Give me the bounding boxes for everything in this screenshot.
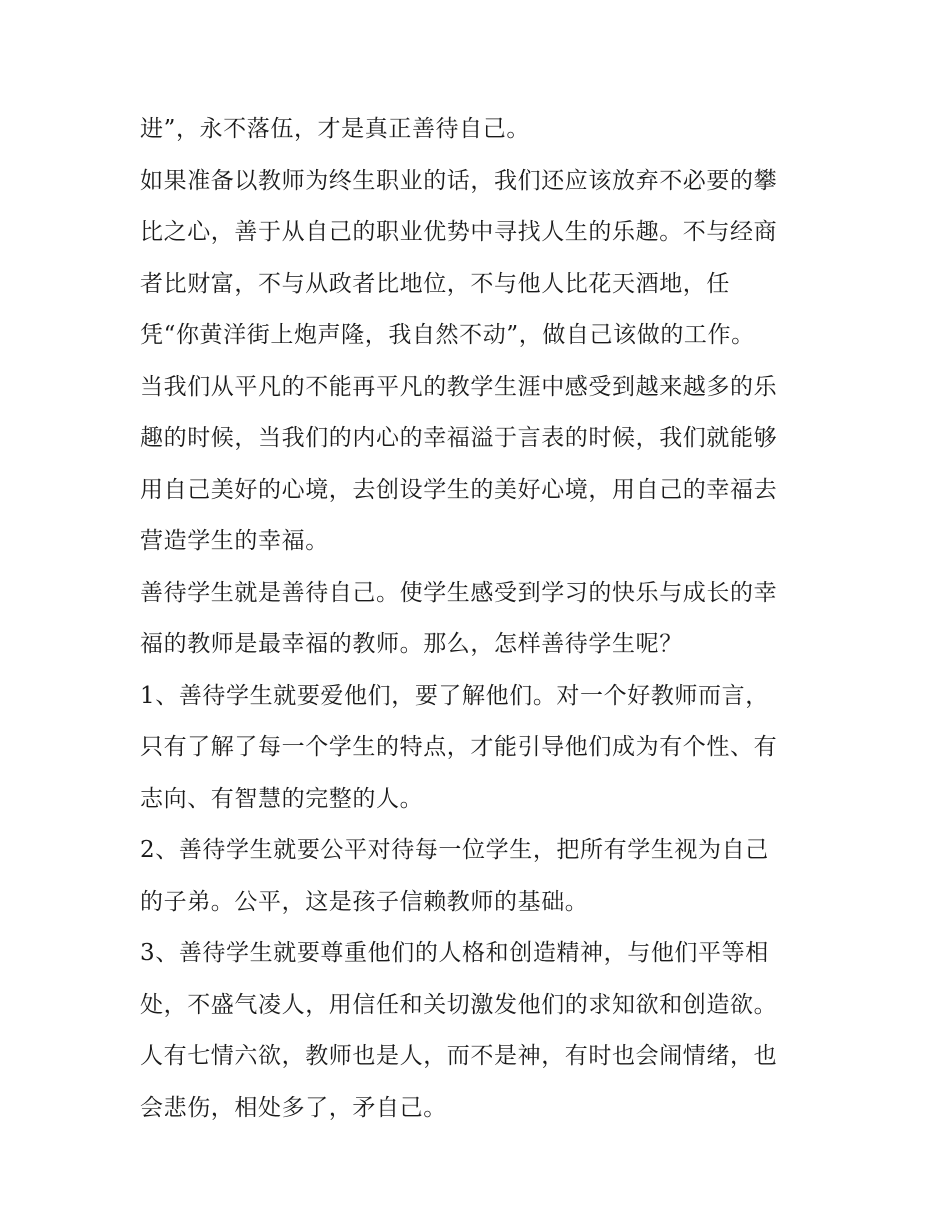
text-line-18: 处，不盛气凌人，用信任和关切激发他们的求知欲和创造欲。 [140, 991, 778, 1018]
text-line-12: 1、善待学生就要爱他们，要了解他们。对一个好教师而言， [140, 682, 769, 709]
text-line-4: 者比财富，不与从政者比地位，不与他人比花天酒地，任 [140, 270, 730, 297]
text-line-13: 只有了解了每一个学生的特点，才能引导他们成为有个性、有 [140, 734, 778, 760]
body-text [140, 104, 820, 1134]
text-line-11: 福的教师是最幸福的教师。那么，怎样善待学生呢？ [140, 631, 683, 657]
text-line-8: 用自己美好的心境，去创设学生的美好心境，用自己的幸福去 [140, 476, 778, 503]
text-line-20: 会悲伤，相处多了，矛自己。 [140, 1094, 447, 1121]
text-line-2: 如果准备以教师为终生职业的话，我们还应该放弃不必要的攀 [140, 167, 778, 194]
text-line-3: 比之心，善于从自己的职业优势中寻找人生的乐趣。不与经商 [140, 219, 778, 245]
text-line-16: 的子弟。公平，这是孩子信赖教师的基础。 [140, 888, 589, 915]
text-line-10: 善待学生就是善待自己。使学生感受到学习的快乐与成长的幸 [140, 579, 778, 606]
text-line-15: 2、善待学生就要公平对待每一位学生，把所有学生视为自己 [140, 837, 769, 863]
text-line-5: 凭“你黄洋街上炮声隆，我自然不动”，做自己该做的工作。 [140, 322, 755, 348]
text-line-7: 趣的时候，当我们的内心的幸福溢于言表的时候，我们就能够 [140, 425, 778, 451]
text-line-14: 志向、有智慧的完整的人。 [140, 785, 424, 812]
text-line-9: 营造学生的幸福。 [140, 528, 329, 554]
text-line-19: 人有七情六欲，教师也是人，而不是神，有时也会闹情绪，也 [140, 1043, 778, 1069]
text-line-17: 3、善待学生就要尊重他们的人格和创造精神，与他们平等相 [140, 940, 769, 966]
text-line-1: 进”，永不落伍，才是真正善待自己。 [140, 116, 530, 142]
text-line-6: 当我们从平凡的不能再平凡的教学生涯中感受到越来越多的乐 [140, 373, 778, 400]
